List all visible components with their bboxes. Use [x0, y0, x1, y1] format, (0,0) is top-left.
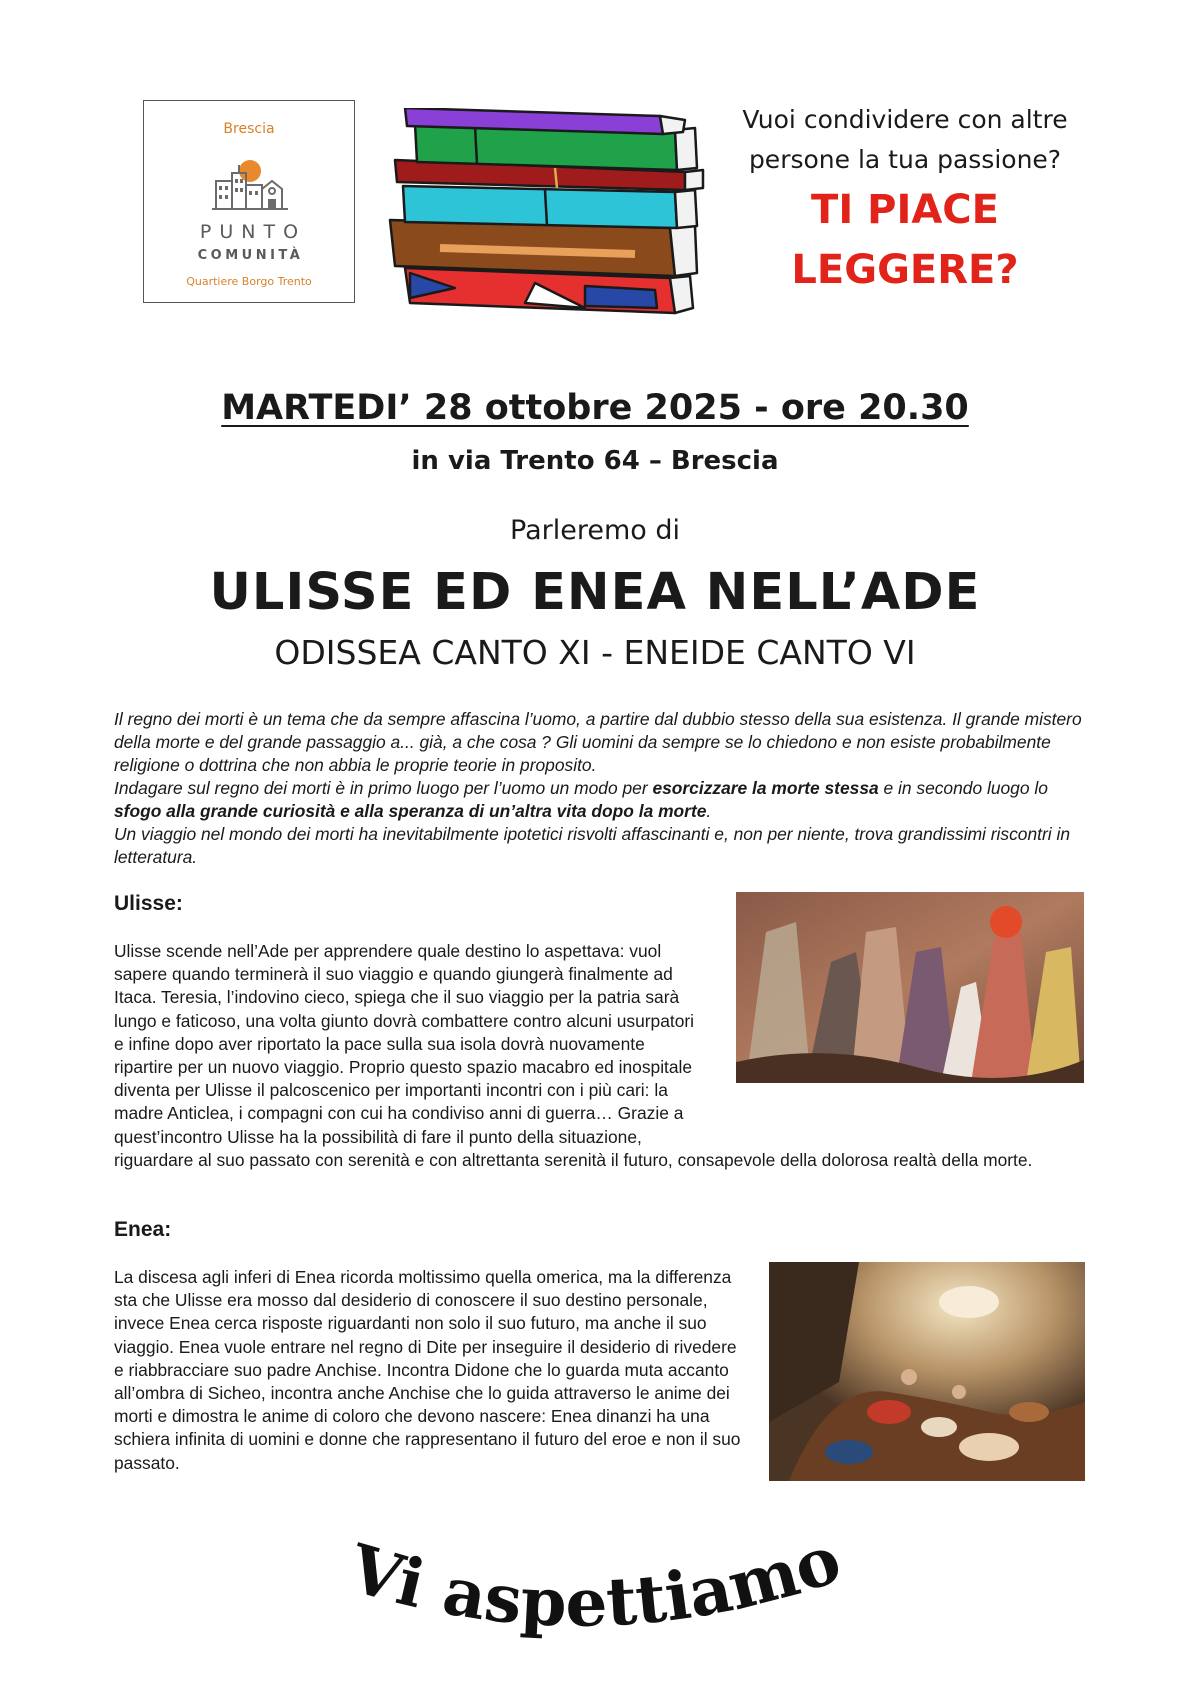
headline	[725, 180, 1085, 300]
ulisse-heading: Ulisse:	[114, 892, 183, 915]
city-skyline-icon	[210, 155, 290, 213]
abstract-text: .	[706, 801, 712, 821]
headline-line-2: LEGGERE?	[791, 247, 1019, 293]
abstract-text: Indagare sul regno dei morti è in primo luogo per l’uomo un modo per	[114, 778, 653, 798]
logo-line-3: Quartiere Borgo Trento	[186, 275, 312, 288]
logo-city: Brescia	[223, 121, 275, 137]
headline-line-1: TI PIACE	[811, 187, 999, 233]
enea-painting-image	[769, 1262, 1085, 1481]
logo-line-2: COMUNITÀ	[197, 248, 304, 263]
invite-question	[725, 100, 1085, 180]
closing-banner	[335, 1518, 855, 1648]
invite-line-1: Vuoi condividere con altre	[742, 105, 1068, 134]
event-date: MARTEDI’ 28 ottobre 2025 - ore 20.30	[221, 388, 969, 428]
abstract-emphasis: esorcizzare la morte stessa	[652, 778, 879, 798]
abstract	[114, 708, 1094, 869]
event-place: in via Trento 64 – Brescia	[411, 446, 779, 476]
enea-heading: Enea:	[114, 1218, 172, 1241]
ulisse-painting-image	[736, 892, 1084, 1083]
abstract-paragraph-3: Un viaggio nel mondo dei morti ha inevitabilmente ipotetici risvolti affascinanti e, non per niente, trova grandissimi riscontri in letteratura.	[114, 824, 1070, 867]
abstract-paragraph-2	[114, 777, 1094, 823]
abstract-paragraph-1: Il regno dei morti è un tema che da sempre affascina l’uomo, a partire dal dubbio stesso della sua esistenza. Il grande mistero della morte e del grande passaggio a... già, a che cosa ? Gli uomini da sempre se lo chiedono e non esiste probabilmente religione o dottrina che non abbia le proprie teorie in proposito.	[114, 709, 1082, 775]
event-intro: Parleremo di	[510, 515, 680, 546]
invite-line-2: persone la tua passione?	[748, 145, 1062, 174]
closing-text-path: Vi aspettiamo	[340, 1519, 850, 1642]
enea-text: La discesa agli inferi di Enea ricorda moltissimo quella omerica, ma la differenza sta che Ulisse era mosso dal desiderio di conoscere il suo destino personale, invece Enea cerca risposte riguardanti non solo il suo futuro, ma anche il suo viaggio. Enea vuole entrare nel regno di Dite per inseguire il desiderio di rivedere e riabbracciare suo padre Anchise. Incontra Didone che lo guarda muta accanto all’ombra di Sicheo, incontra anche Anchise che lo guida attraverso le anime dei morti e dimostra le anime di coloro che devono nascere: Enea dinanzi ha una schiera infinita di uomini e donne che rappresentano il futuro del eroe e non il suo passato.	[114, 1267, 741, 1473]
abstract-emphasis: sfogo alla grande curiosità e alla speranza di un’altra vita dopo la morte	[114, 801, 707, 821]
book-stack-illustration	[385, 108, 715, 318]
ulisse-text: Ulisse scende nell’Ade per apprendere quale destino lo aspettava: vuol sapere quando terminerà il suo viaggio e quando giungerà finalmente ad Itaca. Teresia, l’indovino cieco, spiega che il suo viaggio per la patria sarà lungo e faticoso, una volta giunto dovrà combattere contro alcuni usurpatori e infine dopo aver riportato la pace sulla sua isola dovrà nuovamente ripartire per un nuovo viaggio. Proprio questo spazio macabro ed inospitale diventa per Ulisse il palcoscenico per importanti incontri con i più cari: la madre Anticlea, i compagni con cui ha condiviso anni di guerra… Grazie a quest’incontro Ulisse ha la possibilità di fare il punto della situazione, riguardare al suo passato con serenità e con altrettanta serenità il futuro, consapevole della dolorosa realtà della morte.	[114, 941, 1033, 1170]
abstract-text: e in secondo luogo lo	[878, 778, 1048, 798]
event-subtitle: ODISSEA CANTO XI - ENEIDE CANTO VI	[274, 633, 916, 672]
logo-line-1: PUNTO	[199, 221, 307, 243]
punto-comunita-logo	[143, 100, 355, 303]
closing-text	[340, 1520, 850, 1642]
event-title: ULISSE ED ENEA NELL’ADE	[209, 563, 981, 622]
